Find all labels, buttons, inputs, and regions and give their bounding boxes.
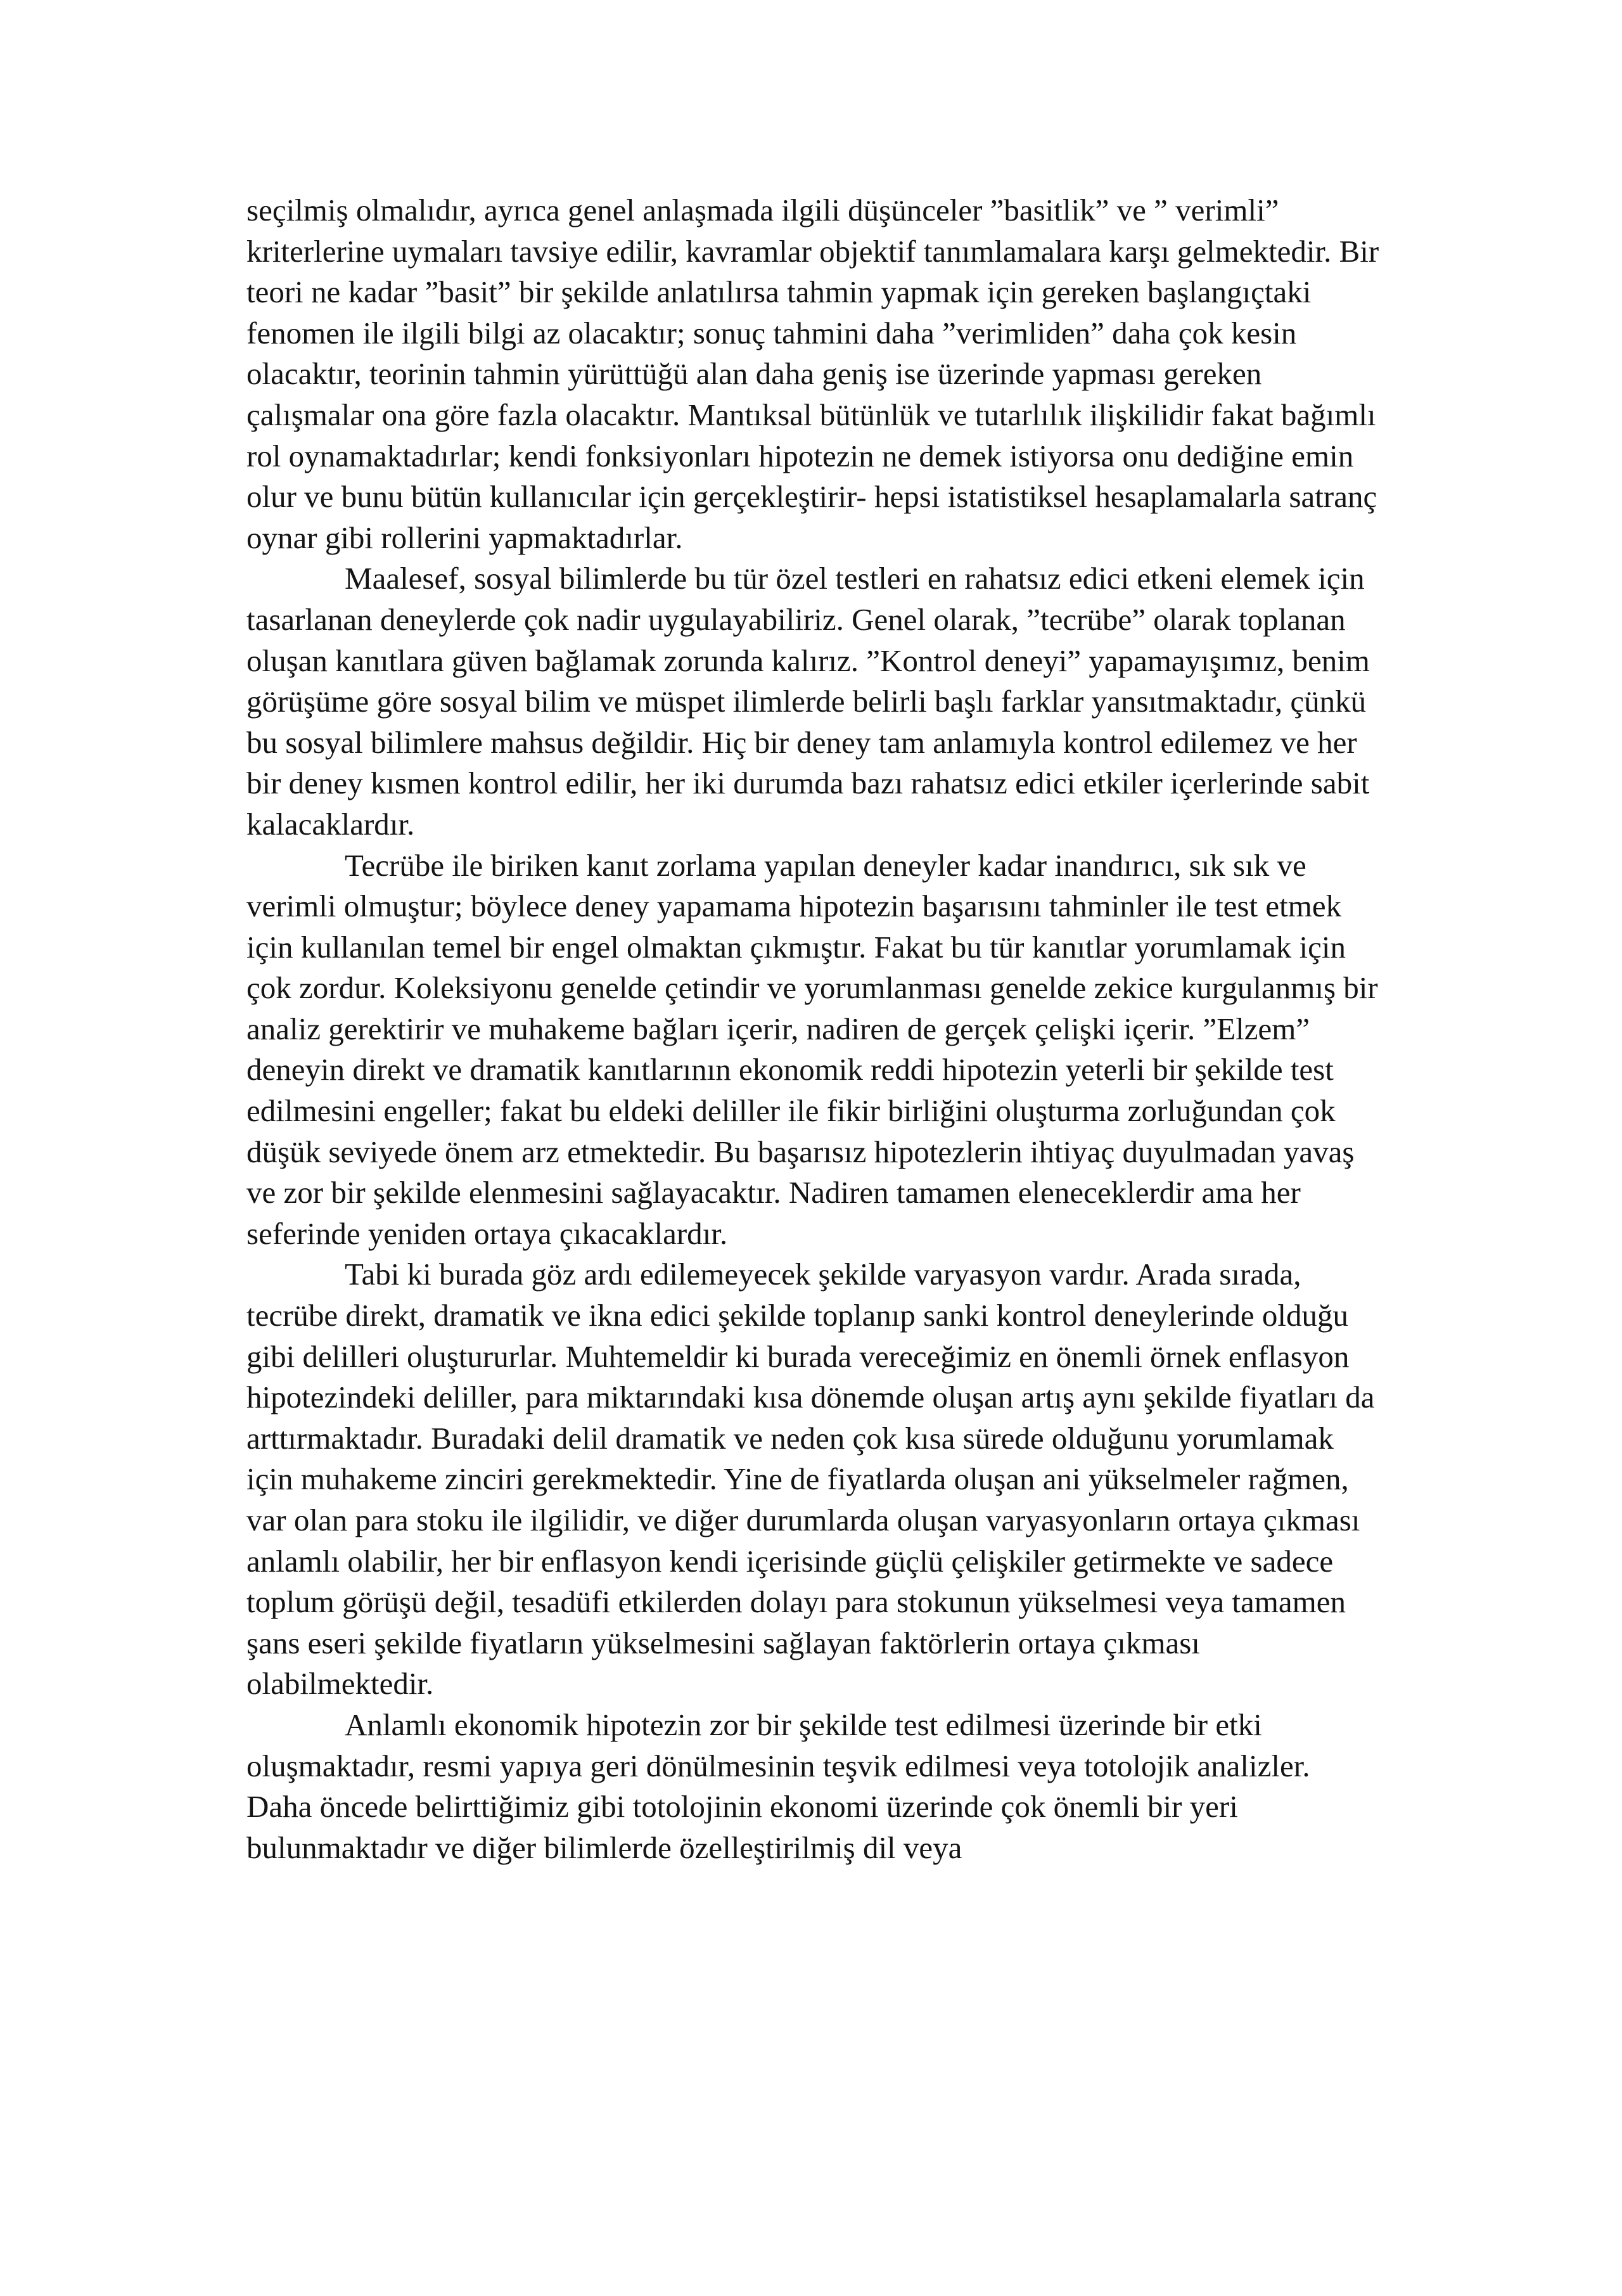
paragraph-2: Maalesef, sosyal bilimlerde bu tür özel testleri en rahatsız edici etkeni elemek için tasarlanan deneylerde çok nadir uygulayabiliriz. Genel olarak, ”tecrübe” olarak toplanan oluşan kanıtlara güven bağlamak zorunda kalırız. ”Kontrol deneyi” yapamayışımız, benim görüşüme göre sosyal bilim ve müspet ilimlerde belirli başlı farklar yansıtmaktadır, çünkü bu sosyal bilimlere mahsus değildir. Hiç bir deney tam anlamıyla kontrol edilemez ve her bir deney kısmen kontrol edilir, her iki durumda bazı rahatsız edici etkiler içerlerinde sabit kalacaklardır. xyxy=(246,561,1370,842)
paragraph-4: Tabi ki burada göz ardı edilemeyecek şekilde varyasyon vardır. Arada sırada, tecrübe direkt, dramatik ve ikna edici şekilde toplanıp sanki kontrol deneylerinde olduğu gibi delilleri oluştururlar. Muhtemeldir ki burada vereceğimiz en önemli örnek enflasyon hipotezindeki deliller, para miktarındaki kısa dönemde oluşan artış aynı şekilde fiyatları da arttırmaktadır. Buradaki delil dramatik ve neden çok kısa sürede olduğunu yorumlamak için muhakeme zinciri gerekmektedir. Yine de fiyatlarda oluşan ani yükselmeler rağmen, var olan para stoku ile ilgilidir, ve diğer durumlarda oluşan varyasyonların ortaya çıkması anlamlı olabilir, her bir enflasyon kendi içerisinde güçlü çelişkiler getirmekte ve sadece toplum görüşü değil, tesadüfi etkilerden dolayı para stokunun yükselmesi veya tamamen şans eseri şekilde fiyatların yükselmesini sağlayan faktörlerin ortaya çıkması olabilmektedir. xyxy=(246,1257,1375,1702)
paragraph-1: seçilmiş olmalıdır, ayrıca genel anlaşmada ilgili düşünceler ”basitlik” ve ” verimli” kriterlerine uymaları tavsiye edilir, kavramlar objektif tanımlamalara karşı gelmektedir. Bir teori ne kadar ”basit” bir şekilde anlatılırsa tahmin yapmak için gereken başlangıçtaki fenomen ile ilgili bilgi az olacaktır; sonuç tahmini daha ”verimliden” daha çok kesin olacaktır, teorinin tahmin yürüttüğü alan daha geniş ise üzerinde yapması gereken çalışmalar ona göre fazla olacaktır. Mantıksal bütünlük ve tutarlılık ilişkilidir fakat bağımlı rol oynamaktadırlar; kendi fonksiyonları hipotezin ne demek istiyorsa onu dediğine emin olur ve bunu bütün kullanıcılar için gerçekleştirir- hepsi istatistiksel hesaplamalarla satranç oynar gibi rollerini yapmaktadırlar. xyxy=(246,193,1379,555)
document-page xyxy=(246,190,1381,1868)
paragraph-3: Tecrübe ile biriken kanıt zorlama yapılan deneyler kadar inandırıcı, sık sık ve verimli olmuştur; böylece deney yapamama hipotezin başarısını tahminler ile test etmek için kullanılan temel bir engel olmaktan çıkmıştır. Fakat bu tür kanıtlar yorumlamak için çok zordur. Koleksiyonu genelde çetindir ve yorumlanması genelde zekice kurgulanmış bir analiz gerektirir ve muhakeme bağları içerir, nadiren de gerçek çelişki içerir. ”Elzem” deneyin direkt ve dramatik kanıtlarının ekonomik reddi hipotezin yeterli bir şekilde test edilmesini engeller; fakat bu eldeki deliller ile fikir birliğini oluşturma zorluğundan çok düşük seviyede önem arz etmektedir. Bu başarısız hipotezlerin ihtiyaç duyulmadan yavaş ve zor bir şekilde elenmesini sağlayacaktır. Nadiren tamamen eleneceklerdir ama her seferinde yeniden ortaya çıkacaklardır. xyxy=(246,847,1378,1251)
paragraph-5: Anlamlı ekonomik hipotezin zor bir şekilde test edilmesi üzerinde bir etki oluşmaktadır, resmi yapıya geri dönülmesinin teşvik edilmesi veya totolojik analizler. Daha öncede belirttiğimiz gibi totolojinin ekonomi üzerinde çok önemli bir yeri bulunmaktadır ve diğer bilimlerde özelleştirilmiş dil veya xyxy=(246,1707,1310,1865)
